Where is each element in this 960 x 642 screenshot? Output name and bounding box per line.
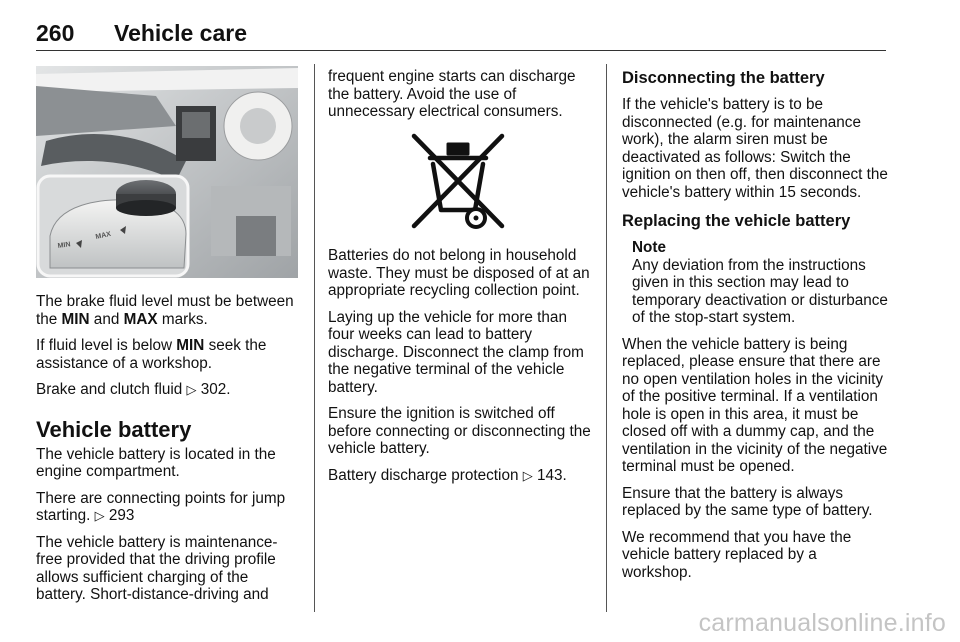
max-label: MAX [94, 230, 112, 241]
vehicle-battery-heading: Vehicle battery [36, 416, 192, 442]
crossed-out-bin-icon [400, 130, 516, 232]
workshop-recommendation-paragraph: We recommend that you have the vehicle battery replaced by a workshop. [622, 528, 852, 581]
watermark: carmanualsonline.info [698, 609, 946, 637]
fluid-below-min-paragraph: If fluid level is below MIN seek the assistance of a workshop. [36, 337, 267, 372]
column-right [622, 66, 888, 590]
xref-arrow-icon: ▷ [94, 508, 105, 523]
battery-location-paragraph: The vehicle battery is located in the engine compartment. [36, 445, 276, 480]
page-number: 260 [36, 20, 75, 46]
note-text: Any deviation from the instructions given in this section may lead to temporary deactivation or disturbance of the stop-start system. [632, 256, 888, 326]
page-title: Vehicle care [114, 20, 247, 46]
column-divider [314, 64, 315, 612]
maintenance-free-paragraph: The vehicle battery is maintenance-free provided that the driving profile allows sufficient charging of the battery. Short-distance-driving and [36, 533, 278, 603]
min-label: MIN [57, 241, 71, 250]
column-divider [606, 64, 607, 612]
ventilation-holes-paragraph: When the vehicle battery is being replaced, please ensure that there are no open ventilation holes in the vicinity of the positive terminal. If a ventilation hole is open in this area, it must be closed off with a dummy cap, and the ventilation in the vicinity of the negative terminal must be opened. [622, 335, 888, 475]
brake-fluid-reservoir-photo [36, 66, 298, 278]
column-left [36, 293, 298, 613]
jump-start-paragraph: There are connecting points for jump starting. ▷ 293 [36, 489, 286, 524]
disposal-paragraph: Batteries do not belong in household waste. They must be disposed of at an appropriate recycling collection point. [328, 247, 590, 299]
discharge-protection-reference: Battery discharge protection ▷ 143. [328, 466, 567, 484]
disconnect-procedure-paragraph: If the vehicle's battery is to be disconnected (e.g. for maintenance work), the alarm siren must be deactivated as follows: Switch the ignition on then off, then disconnect the vehicle's battery within 15 seconds. [622, 96, 888, 201]
same-type-paragraph: Ensure that the battery is always replaced by the same type of battery. [622, 484, 873, 519]
disconnecting-battery-heading: Disconnecting the battery [622, 69, 825, 87]
column-middle-lower [328, 247, 592, 493]
brake-fluid-level-paragraph: The brake fluid level must be between the MIN and MAX marks. [36, 293, 294, 328]
header-rule [36, 50, 886, 51]
reservoir-illustration [36, 66, 298, 278]
ignition-off-paragraph: Ensure the ignition is switched off before connecting or disconnecting the vehicle battery. [328, 405, 591, 457]
note-box [632, 239, 888, 327]
replacing-battery-heading: Replacing the vehicle battery [622, 212, 851, 230]
column-middle [328, 68, 592, 121]
brake-clutch-fluid-reference: Brake and clutch fluid ▷ 302. [36, 381, 231, 398]
avoid-consumers-paragraph: frequent engine starts can discharge the battery. Avoid the use of unnecessary electrical consumers. [328, 68, 576, 120]
note-title: Note [632, 239, 666, 256]
laying-up-paragraph: Laying up the vehicle for more than four weeks can lead to battery discharge. Disconnect the clamp from the negative terminal of the vehicle battery. [328, 308, 584, 396]
xref-arrow-icon: ▷ [522, 467, 533, 483]
xref-arrow-icon: ▷ [186, 382, 197, 397]
